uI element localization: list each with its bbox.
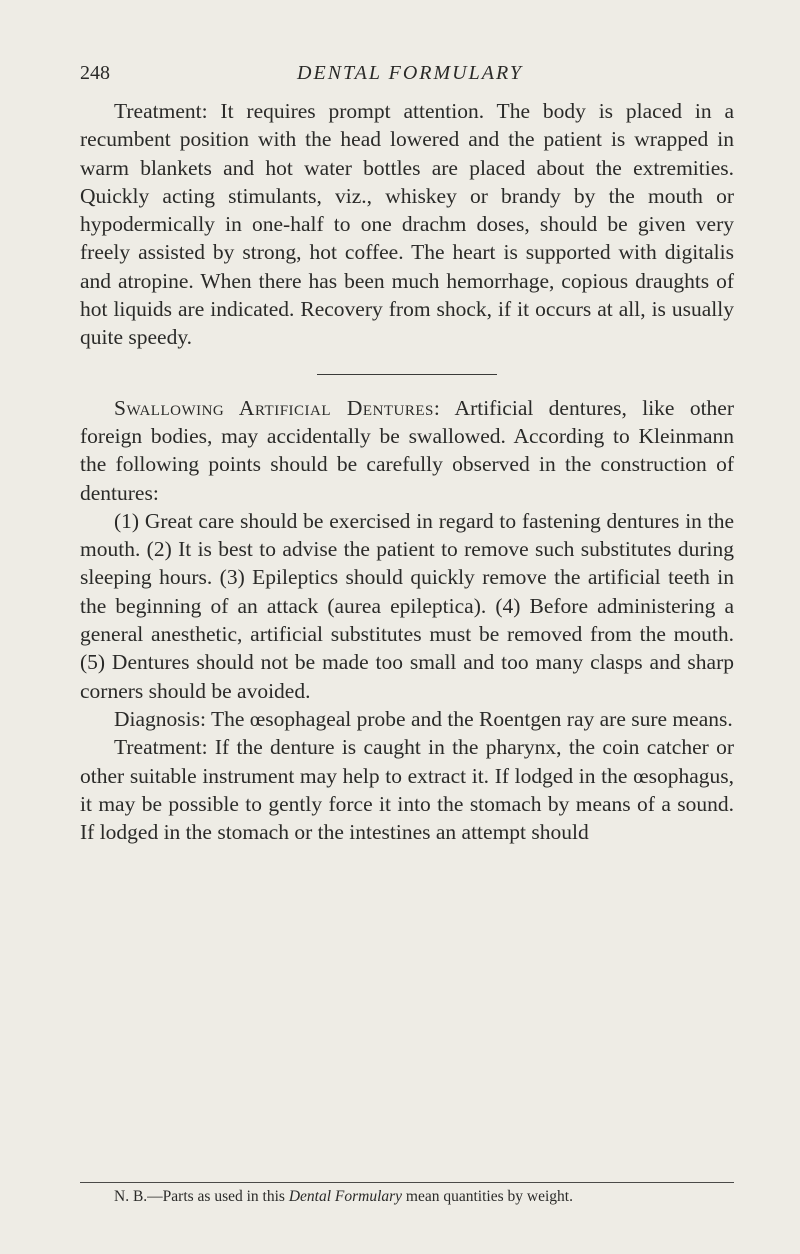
running-title: DENTAL FORMULARY bbox=[297, 62, 523, 84]
treatment-paragraph: Treatment: It requires prompt attention. The body is placed in a recumbent position with the head lowered and the patient is wrapped in warm blankets and hot water bottles are placed about the extremities. Quickly acting stimulants, viz., whiskey or brandy by the mouth or hypodermically in one-half to one drachm doses, should be given very freely assisted by strong, hot coffee. The heart is supported with digitalis and atropine. When there has been much hemorrhage, copious draughts of hot liquids are indicated. Recovery from shock, if it occurs at all, is usually quite speedy. bbox=[80, 99, 734, 350]
page-number: 248 bbox=[80, 62, 110, 84]
numbered-points-paragraph: (1) Great care should be exercised in regard to fastening dentures in the mouth. (2) It is best to advise the patient to remove such substitutes during sleeping hours. (3) Epileptics should quickly remove the artificial teeth in the beginning of an attack (aurea epileptica). (4) Before administering a general anesthetic, artificial substitutes must be removed from the mouth. (5) Dentures should not be made too small and too many clasps and sharp corners should be avoided. bbox=[80, 508, 734, 703]
diagnosis-paragraph: Diagnosis: The œsophageal probe and the Roentgen ray are sure means. bbox=[114, 706, 733, 731]
swallowing-dentures-paragraph bbox=[80, 394, 734, 507]
section-intro: Artificial dentures, like other foreign bodies, may accidentally be swallowed. According to Kleinmann the following points should be carefully observed in the construction of dentures: bbox=[80, 395, 734, 505]
section-divider bbox=[317, 374, 497, 375]
page-header bbox=[80, 62, 740, 92]
footnote bbox=[80, 1187, 734, 1206]
footnote-divider bbox=[80, 1182, 734, 1183]
footnote-title: Dental Formulary bbox=[288, 1188, 403, 1205]
footnote-prefix: N. B.—Parts as used in this bbox=[114, 1188, 289, 1205]
body-text bbox=[80, 97, 734, 846]
denture-treatment-paragraph: Treatment: If the denture is caught in the pharynx, the coin catcher or other suitable instrument may help to extract it. If lodged in the œsophagus, it may be possible to gently force it into the stomach by means of a sound. If lodged in the stomach or the intestines an attempt should bbox=[80, 735, 734, 845]
section-heading: Swallowing Artificial Dentures: bbox=[114, 395, 441, 420]
footnote-suffix: mean quantities by weight. bbox=[402, 1188, 573, 1205]
